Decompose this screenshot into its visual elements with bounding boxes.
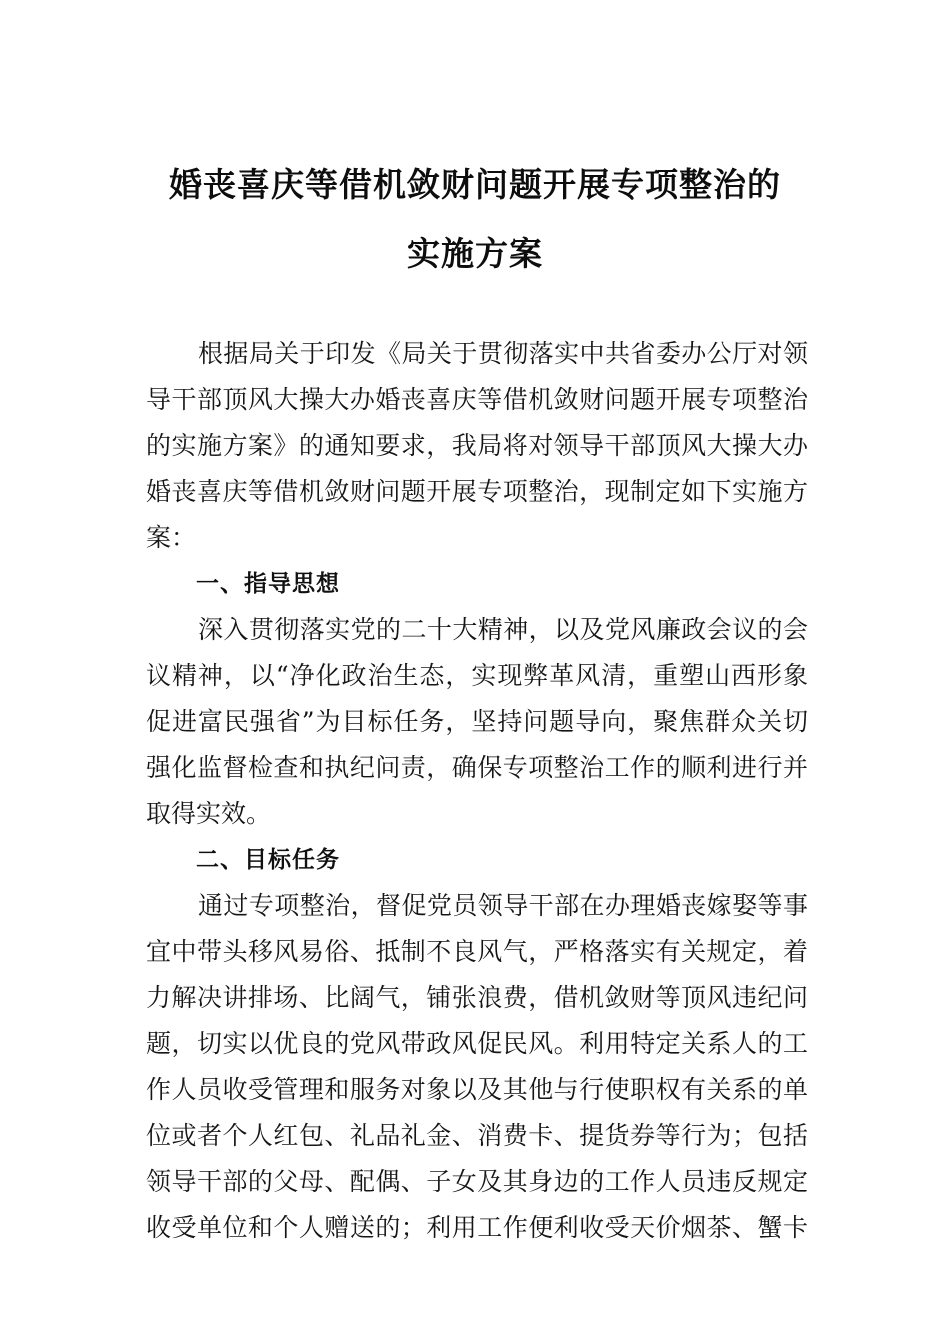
section-2-line-8: 收受单位和个人赠送的；利用工作便利收受天价烟茶、蟹卡	[146, 1213, 808, 1242]
intro-line-2: 导干部顶风大操大办婚丧喜庆等借机敛财问题开展专项整治	[146, 385, 808, 414]
intro-line-3: 的实施方案》的通知要求，我局将对领导干部顶风大操大办	[146, 431, 808, 460]
section-1-line-3: 促进富民强省”为目标任务，坚持问题导向，聚焦群众关切	[146, 707, 808, 736]
section-2-line-5: 作人员收受管理和服务对象以及其他与行使职权有关系的单	[146, 1075, 808, 1104]
section-1-line-4: 强化监督检查和执纪问责，确保专项整治工作的顺利进行并	[146, 753, 808, 782]
section-2-line-3: 力解决讲排场、比阔气，铺张浪费，借机敛财等顶风违纪问	[146, 983, 808, 1012]
section-1-line-2: 议精神，以“净化政治生态，实现弊革风清，重塑山西形象	[146, 661, 808, 690]
intro-line-4: 婚丧喜庆等借机敛财问题开展专项整治，现制定如下实施方	[146, 477, 808, 506]
section-2-line-6: 位或者个人红包、礼品礼金、消费卡、提货券等行为；包括	[146, 1121, 808, 1150]
section-2-line-2: 宜中带头移风易俗、抵制不良风气，严格落实有关规定，着	[146, 937, 808, 966]
section-2-line-7: 领导干部的父母、配偶、子女及其身边的工作人员违反规定	[146, 1167, 808, 1196]
section-2-heading: 二、目标任务	[196, 847, 340, 873]
intro-line-1: 根据局关于印发《局关于贯彻落实中共省委办公厅对领	[198, 339, 808, 368]
section-1-heading: 一、指导思想	[196, 571, 340, 597]
intro-line-5: 案：	[146, 523, 197, 552]
section-2-line-1: 通过专项整治，督促党员领导干部在办理婚丧嫁娶等事	[198, 891, 808, 920]
document-title-line-2: 实施方案	[407, 234, 543, 273]
section-1-line-5: 取得实效。	[146, 799, 272, 828]
section-2-line-4: 题，切实以优良的党风带政风促民风。利用特定关系人的工	[146, 1029, 808, 1058]
document-title-line-1: 婚丧喜庆等借机敛财问题开展专项整治的	[169, 165, 781, 204]
section-1-line-1: 深入贯彻落实党的二十大精神，以及党风廉政会议的会	[198, 615, 808, 644]
